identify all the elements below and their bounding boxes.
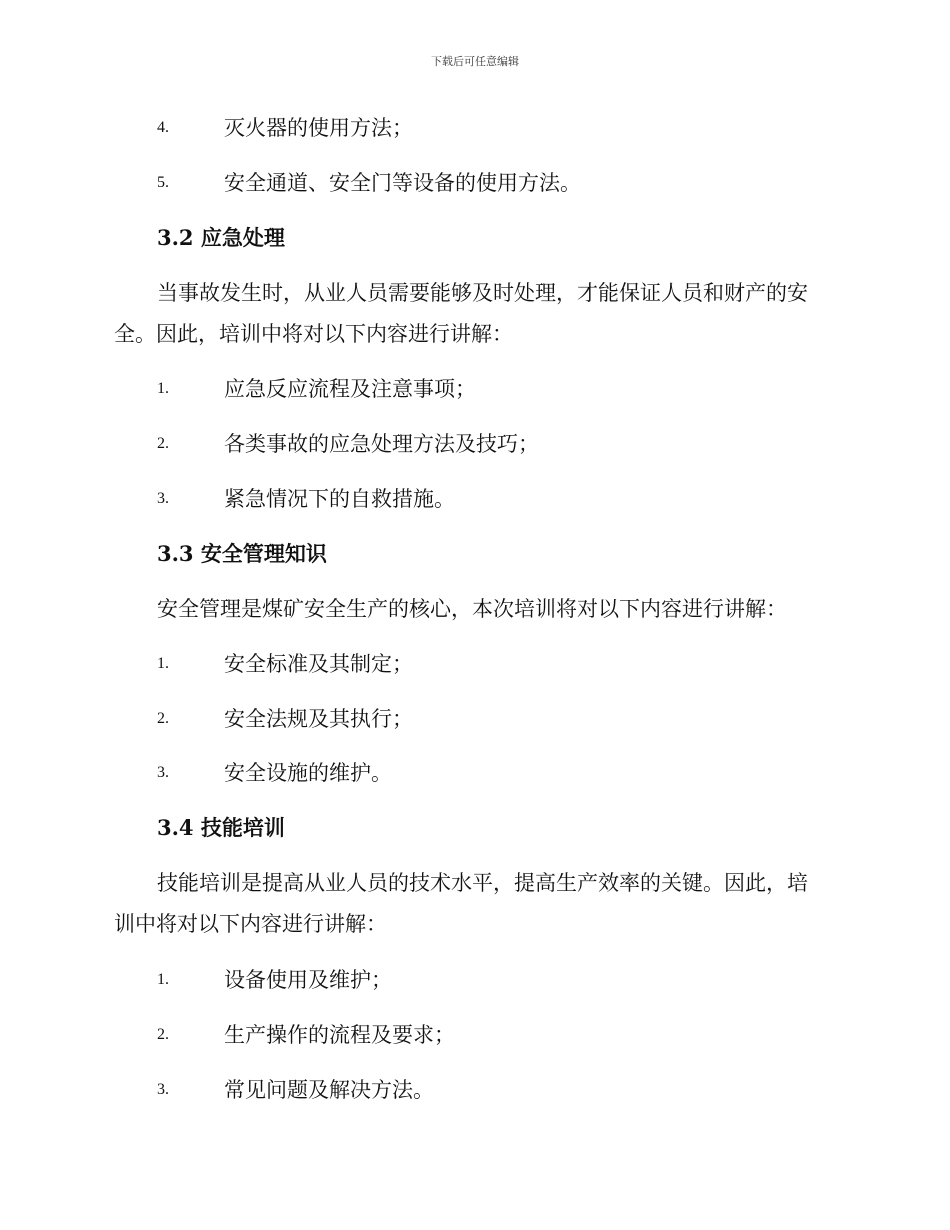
- list-item-text: 安全法规及其执行；: [224, 707, 413, 731]
- list-item-text: 安全标准及其制定；: [224, 652, 413, 676]
- list-item-text: 应急反应流程及注意事项；: [224, 377, 476, 401]
- section-heading-3-4: 3.4 技能培训: [157, 815, 285, 840]
- list-item-text: 安全设施的维护。: [224, 761, 392, 785]
- list-item-text: 设备使用及维护；: [224, 968, 392, 992]
- list-item-number: 2.: [157, 1026, 169, 1043]
- list-item-number: 2.: [157, 435, 169, 452]
- list-item-number: 3.: [157, 1081, 169, 1098]
- paragraph-line: 技能培训是提高从业人员的技术水平，提高生产效率的关键。因此，培: [157, 871, 808, 895]
- paragraph-line: 当事故发生时，从业人员需要能够及时处理，才能保证人员和财产的安: [157, 281, 808, 305]
- list-item-number: 3.: [157, 764, 169, 781]
- list-item-text: 生产操作的流程及要求；: [224, 1023, 455, 1047]
- list-item-number: 5.: [157, 174, 169, 191]
- section-heading-3-2: 3.2 应急处理: [157, 225, 285, 250]
- list-item-number: 3.: [157, 490, 169, 507]
- paragraph-line: 安全管理是煤矿安全生产的核心，本次培训将对以下内容进行讲解：: [157, 597, 787, 621]
- page-header: 下载后可任意编辑: [431, 55, 519, 68]
- list-item-number: 2.: [157, 710, 169, 727]
- paragraph-line: 训中将对以下内容进行讲解：: [114, 912, 387, 936]
- list-item-text: 各类事故的应急处理方法及技巧；: [224, 432, 539, 456]
- list-item-number: 1.: [157, 971, 169, 988]
- list-item-text: 常见问题及解决方法。: [224, 1078, 434, 1102]
- paragraph-line: 全。因此，培训中将对以下内容进行讲解：: [114, 322, 513, 346]
- list-item-text: 安全通道、安全门等设备的使用方法。: [224, 171, 581, 195]
- list-item-number: 1.: [157, 655, 169, 672]
- list-item-number: 1.: [157, 380, 169, 397]
- list-item-text: 灭火器的使用方法；: [224, 116, 413, 140]
- list-item-number: 4.: [157, 119, 169, 136]
- section-heading-3-3: 3.3 安全管理知识: [157, 541, 327, 566]
- list-item-text: 紧急情况下的自救措施。: [224, 487, 455, 511]
